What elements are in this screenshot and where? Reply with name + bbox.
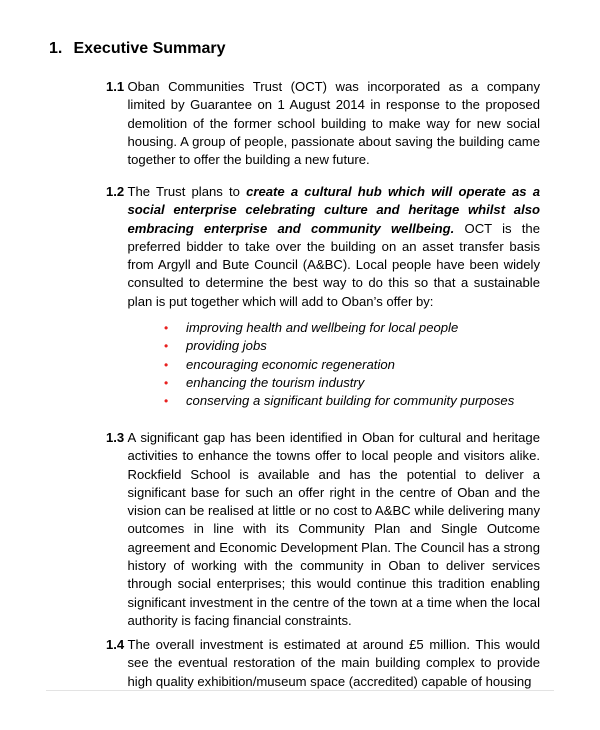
paragraph-1-4 — [106, 636, 540, 691]
section-number: 1. — [49, 40, 63, 57]
bullet-icon: • — [164, 375, 169, 390]
paragraph-number: 1.3 — [106, 430, 125, 445]
list-item — [160, 374, 514, 392]
list-item — [160, 392, 514, 410]
section-title: Executive Summary — [73, 40, 226, 57]
list-item-text: conserving a significant building for community purposes — [186, 393, 515, 409]
list-item — [160, 356, 514, 374]
paragraph-text — [128, 183, 541, 311]
page-divider — [46, 690, 554, 691]
list-item-text: providing jobs — [186, 338, 267, 354]
bullet-icon: • — [164, 357, 169, 372]
list-item — [160, 319, 514, 337]
bullet-icon: • — [164, 321, 169, 335]
paragraph-text: A significant gap has been identified in Oban for cultural and heritage activities to enhance the towns offer to local people and visitors alike. Rockfield School is available and has the potential to deliver a significant base for such an offer right in the centre of Oban and the vision can be realised at little or no cost to A&BC while delivering many outcomes in line with its Community Plan and Single Outcome agreement and Economic Development Plan. The Council has a strong history of working with the community in Oban to deliver services through social enterprises; this would continue this tradition enabling significant investment in the centre of the town at a time when the local authority is facing financial constraints. — [127, 430, 540, 628]
paragraph-1-1 — [106, 78, 540, 169]
list-item — [160, 337, 514, 355]
paragraph-1-2 — [106, 183, 540, 311]
list-item-text: improving health and wellbeing for local people — [186, 320, 459, 335]
paragraph-text: Oban Communities Trust (OCT) was incorporated as a company limited by Guarantee on 1 August 2014 in response to the proposed demolition of the former school building to make way for new social housing. A group of people, passionate about saving the building came together to offer the building a new future. — [127, 79, 540, 168]
bullet-icon: • — [164, 339, 169, 354]
paragraph-text: The overall investment is estimated at around £5 million. This would see the eventual restoration of the main building complex to provide high quality exhibition/museum space (accredited) capable of housing — [127, 637, 540, 689]
bullet-icon: • — [164, 394, 169, 409]
list-item-text: enhancing the tourism industry — [186, 374, 365, 390]
paragraph-number: 1.4 — [106, 637, 125, 652]
paragraph-text-intro: The Trust plans to — [127, 184, 247, 199]
paragraph-text-rest: OCT is the preferred bidder to take over the building on an asset transfer basis from Argyll and Bute Council (A&BC). Local people have been widely consulted to determine the best way to do this so that a sustainable plan is put together which will add to Oban’s offer by: — [127, 220, 540, 309]
paragraph-text-emphasis: create a cultural hub which will operate as a social enterprise celebrating culture and heritage whilst also embracing enterprise and community wellbeing. — [127, 184, 540, 236]
paragraph-number: 1.1 — [106, 79, 125, 94]
benefits-list — [160, 319, 514, 410]
section-heading — [49, 40, 226, 58]
paragraph-number: 1.2 — [106, 184, 125, 199]
paragraph-1-3 — [106, 429, 540, 630]
list-item-text: encouraging economic regeneration — [186, 356, 395, 372]
